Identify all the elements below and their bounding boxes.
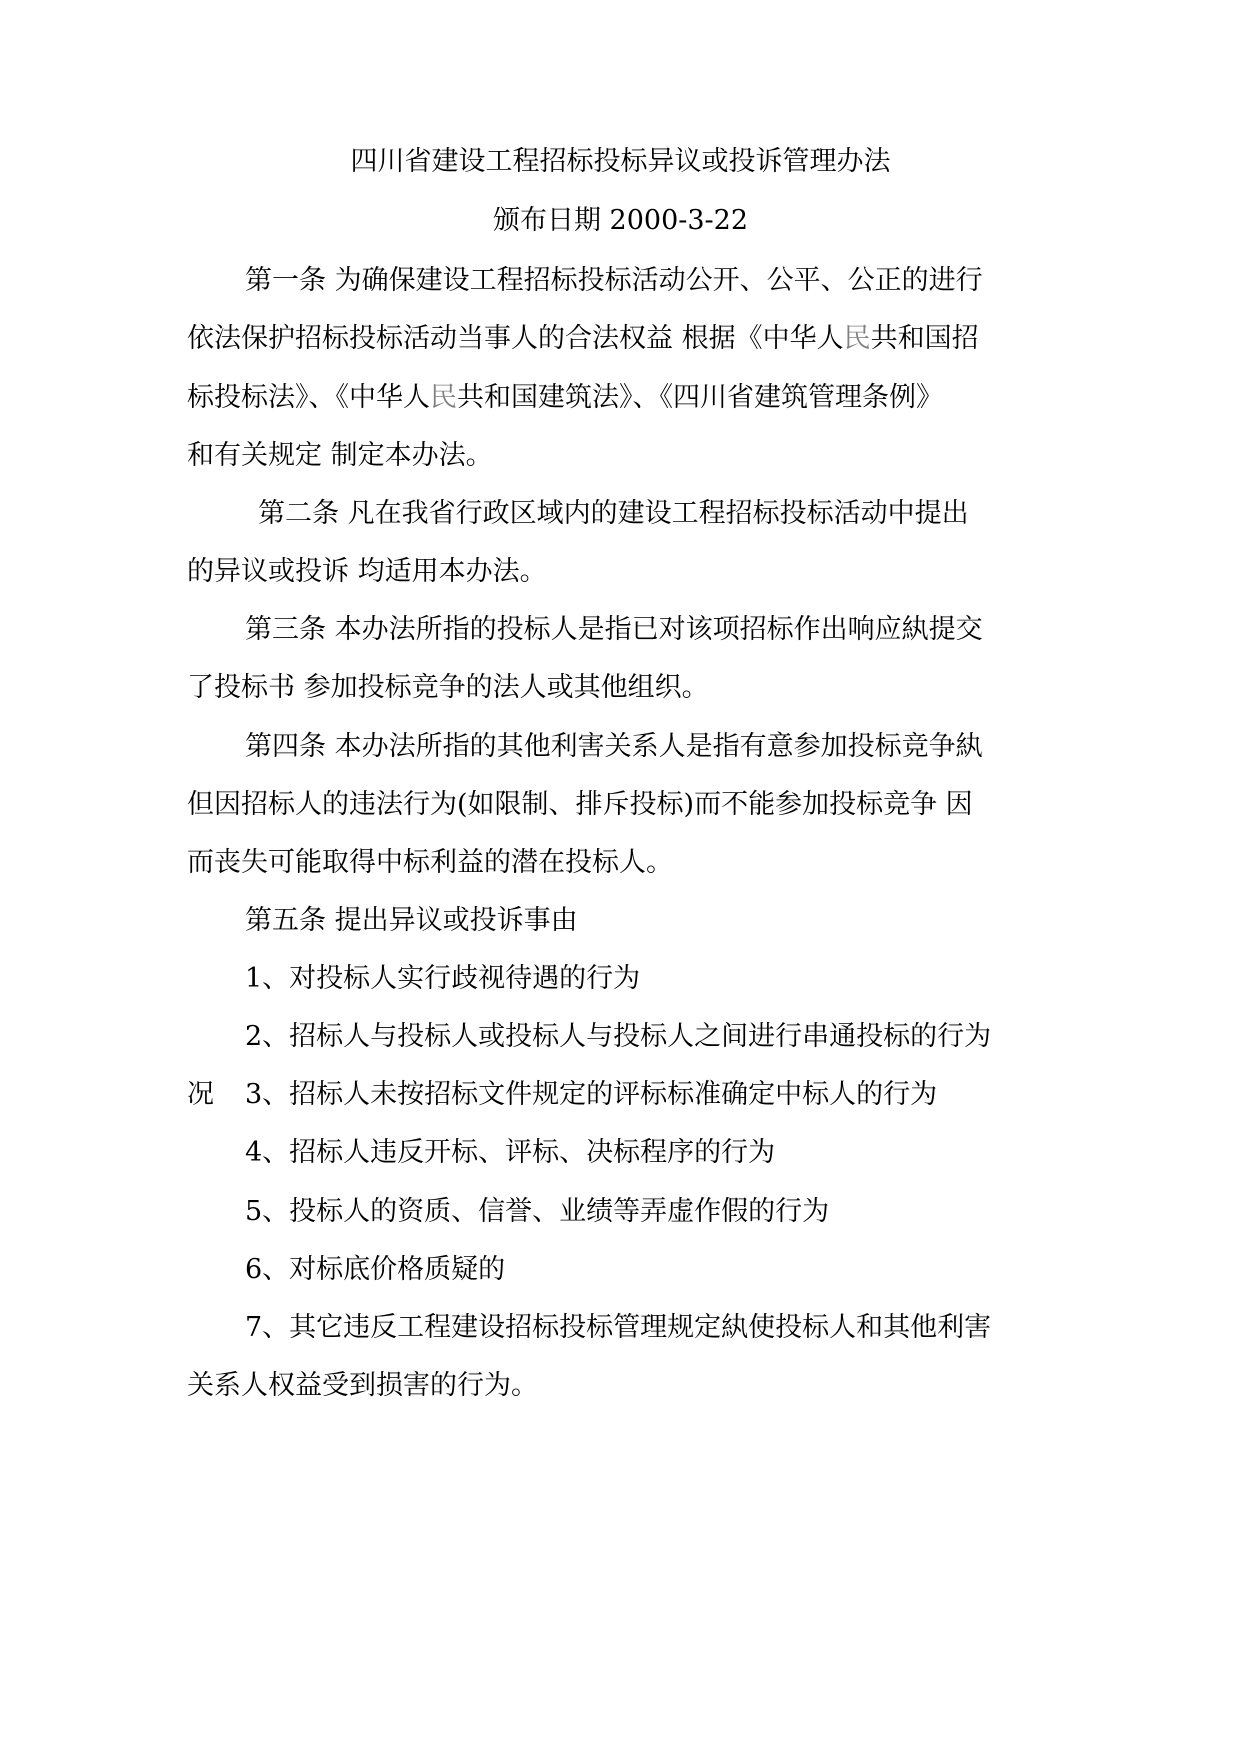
article-5-item-4: 4、招标人违反开标、评标、决标程序的行为 <box>245 1137 776 1168</box>
article-5-heading: 第五条 提出异议或投诉事由 <box>245 905 578 936</box>
article-4-line-2: 但因招标人的违法行为(如限制、排斥投标)而不能参加投标竞争 因 <box>187 789 973 820</box>
article-1-line-1: 第一条 为确保建设工程招标投标活动公开、公平、公正的进行 <box>245 265 983 296</box>
article-5-item-5: 5、投标人的资质、信誉、业绩等弄虚作假的行为 <box>245 1196 830 1227</box>
article-3-line-2: 了投标书 参加投标竞争的法人或其他组织。 <box>187 672 709 703</box>
article-1-line-3: 标投标法》、《中华人民共和国建筑法》、《四川省建筑管理条例》 <box>187 382 943 413</box>
article-5-item-2: 2、招标人与投标人或投标人与投标人之间进行串通投标的行为 <box>245 1021 992 1052</box>
article-5-item-1: 1、对投标人实行歧视待遇的行为 <box>245 963 641 994</box>
article-1-line-2: 依法保护招标投标活动当事人的合法权益 根据《中华人民共和国招 <box>187 323 979 354</box>
article-5-item-6: 6、对标底价格质疑的 <box>245 1254 506 1285</box>
article-2-line-2: 的异议或投诉 均适用本办法。 <box>187 556 547 587</box>
article-5-item-7: 7、其它违反工程建设招标投标管理规定紈使投标人和其他利害 <box>245 1312 992 1343</box>
publish-date: 颁布日期 2000-3-22 <box>492 205 749 236</box>
article-5-item-3: 3、招标人未按招标文件规定的评标标准确定中标人的行为 <box>245 1079 938 1110</box>
stray-character: 况 <box>187 1079 214 1110</box>
article-1-line-4: 和有关规定 制定本办法。 <box>187 440 493 471</box>
article-3-line-1: 第三条 本办法所指的投标人是指已对该项招标作出响应紈提交 <box>245 614 983 645</box>
article-4-line-1: 第四条 本办法所指的其他利害关系人是指有意参加投标竞争紈 <box>245 731 983 762</box>
article-4-line-3: 而丧失可能取得中标利益的潜在投标人。 <box>187 847 673 878</box>
article-5-tail: 关系人权益受到损害的行为。 <box>187 1370 538 1401</box>
document-title: 四川省建设工程招标投标异议或投诉管理办法 <box>350 146 891 177</box>
article-2-line-1: 第二条 凡在我省行政区域内的建设工程招标投标活动中提出 <box>258 498 969 529</box>
